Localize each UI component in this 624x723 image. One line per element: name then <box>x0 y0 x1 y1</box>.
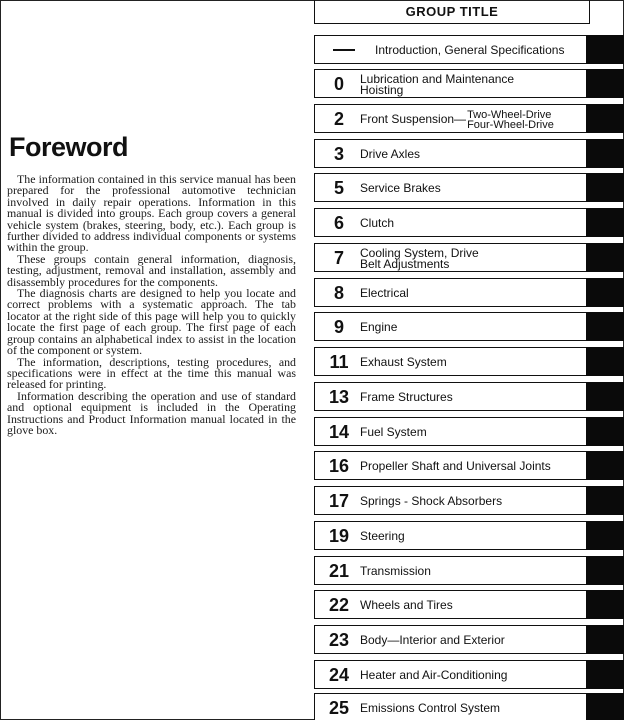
tab-box <box>314 693 588 720</box>
group-number: 7 <box>333 248 344 268</box>
tab-box <box>314 382 588 411</box>
tab-group-25[interactable] <box>312 693 624 720</box>
tab-marker <box>586 208 624 237</box>
tab-marker <box>586 312 624 341</box>
dash-marker <box>333 49 355 51</box>
tab-locator <box>312 0 624 720</box>
foreword-title: Foreword <box>9 132 129 162</box>
tab-label: Frame Structures <box>360 390 453 404</box>
tab-label-line: Cooling System, Drive <box>360 245 479 260</box>
tab-box <box>314 347 588 376</box>
tab-label: Heater and Air-Conditioning <box>360 668 508 682</box>
foreword-paragraph: The diagnosis charts are designed to help you locate and correct problems with a systematic approach. The tab locator at the right side of this page will help you to quickly locate the first page of each group. The first page of each group contains an alphabetical index to assist in the location of the component or system. <box>7 286 296 358</box>
foreword-paragraph: The information contained in this service manual has been prepared for the professional automotive technician involved in daily repair operations. Information in this manual is divided into groups. Each group covers a general vehicle system (brakes, steering, body, etc.). Each group is further divided to address individual components or systems within the group. <box>7 172 296 255</box>
group-number: 13 <box>328 387 350 407</box>
group-number: 16 <box>328 456 350 476</box>
tab-marker <box>586 243 624 272</box>
group-number: 25 <box>328 698 350 718</box>
tab-label: Fuel System <box>360 425 427 439</box>
tab-label <box>360 105 583 134</box>
group-number: 22 <box>328 595 350 615</box>
tab-label: Exhaust System <box>360 355 447 369</box>
foreword-body <box>7 174 296 436</box>
tab-label: Springs - Shock Absorbers <box>360 494 503 508</box>
tab-marker <box>586 451 624 480</box>
tab-group-19[interactable] <box>312 521 624 550</box>
tab-group-14[interactable] <box>312 417 624 446</box>
tab-label-line: Lubrication and Maintenance <box>360 71 515 86</box>
tab-box <box>314 312 588 341</box>
group-title-heading: GROUP TITLE <box>314 0 590 24</box>
group-number: 19 <box>328 526 350 546</box>
tab-label-sub: Two-Wheel-Drive <box>467 108 552 121</box>
tab-marker <box>586 278 624 307</box>
tab-group-17[interactable] <box>312 486 624 515</box>
tab-box <box>314 417 588 446</box>
tab-label-main: Front Suspension— <box>360 112 467 126</box>
tab-marker <box>586 693 624 720</box>
tab-group-16[interactable] <box>312 451 624 480</box>
tab-box <box>314 173 588 202</box>
tab-group-22[interactable] <box>312 590 624 619</box>
group-number: 6 <box>333 213 344 233</box>
tab-label: Service Brakes <box>360 181 441 195</box>
tab-label: Clutch <box>360 216 395 230</box>
tab-label: Emissions Control System <box>360 701 501 715</box>
tab-marker <box>586 104 624 133</box>
tab-box <box>314 104 588 133</box>
foreword-paragraph: Information describing the operation and use of standard and optional equipment is included in the Operating Instructions and Product Information manual located in the glove box. <box>7 388 296 437</box>
tab-label <box>360 70 583 99</box>
tab-group-13[interactable] <box>312 382 624 411</box>
foreword-paragraph: The information, descriptions, testing procedures, and specifications were in effect at the time this manual was released for printing. <box>7 354 296 392</box>
tab-box <box>314 660 588 689</box>
tab-label: Introduction, General Specifications <box>375 43 565 57</box>
foreword-paragraph: These groups contain general information, diagnosis, testing, adjustment, removal and installation, assembly and disassembly procedures for the components. <box>7 251 296 289</box>
group-number: 17 <box>328 491 350 511</box>
tab-label-line: Belt Adjustments <box>360 256 450 271</box>
tab-box <box>314 243 588 272</box>
tab-label: Electrical <box>360 286 409 300</box>
tab-label <box>360 244 583 273</box>
group-number: 23 <box>328 630 350 650</box>
tab-marker <box>586 521 624 550</box>
tab-box <box>314 69 588 98</box>
tab-box <box>314 590 588 619</box>
group-number: 9 <box>333 317 344 337</box>
tab-marker <box>586 417 624 446</box>
group-number: 21 <box>328 561 350 581</box>
tab-label: Propeller Shaft and Universal Joints <box>360 459 551 473</box>
tab-label: Transmission <box>360 564 431 578</box>
tab-label: Drive Axles <box>360 147 421 161</box>
tab-group-21[interactable] <box>312 556 624 585</box>
tab-marker <box>586 382 624 411</box>
group-number: 24 <box>328 665 350 685</box>
group-number: 5 <box>333 178 344 198</box>
tab-marker <box>586 590 624 619</box>
tab-marker <box>586 35 624 64</box>
tab-group-7[interactable] <box>312 243 624 272</box>
group-number: 3 <box>333 144 344 164</box>
tab-label: Engine <box>360 320 398 334</box>
tab-group-8[interactable] <box>312 278 624 307</box>
tab-marker <box>586 347 624 376</box>
tab-group-0[interactable] <box>312 69 624 98</box>
tab-box <box>314 521 588 550</box>
tab-group-23[interactable] <box>312 625 624 654</box>
group-number: 14 <box>328 422 350 442</box>
tab-group-11[interactable] <box>312 347 624 376</box>
tab-group-2[interactable] <box>312 104 624 133</box>
tab-box <box>314 208 588 237</box>
tab-label-sub: Four-Wheel-Drive <box>467 118 554 131</box>
tab-box <box>314 278 588 307</box>
tab-marker <box>586 139 624 168</box>
tab-group-5[interactable] <box>312 173 624 202</box>
tab-box <box>314 625 588 654</box>
tab-marker <box>586 660 624 689</box>
tab-group-3[interactable] <box>312 139 624 168</box>
tab-label: Wheels and Tires <box>360 598 453 612</box>
tab-marker <box>586 625 624 654</box>
group-number: 0 <box>333 74 344 94</box>
tab-introduction[interactable] <box>312 35 624 64</box>
tab-box <box>314 451 588 480</box>
group-number: 8 <box>333 283 344 303</box>
tab-label: Body—Interior and Exterior <box>360 633 505 647</box>
tab-group-24[interactable] <box>312 660 624 689</box>
tab-group-6[interactable] <box>312 208 624 237</box>
tab-label: Steering <box>360 529 405 543</box>
tab-box <box>314 486 588 515</box>
tab-marker <box>586 69 624 98</box>
tab-group-9[interactable] <box>312 312 624 341</box>
tab-label-line: Hoisting <box>360 82 404 97</box>
tab-box <box>314 139 588 168</box>
tab-marker <box>586 486 624 515</box>
tab-box <box>314 556 588 585</box>
tab-marker <box>586 173 624 202</box>
tab-box <box>314 35 588 64</box>
group-number: 11 <box>329 352 349 372</box>
tab-marker <box>586 556 624 585</box>
group-number: 2 <box>333 109 344 129</box>
